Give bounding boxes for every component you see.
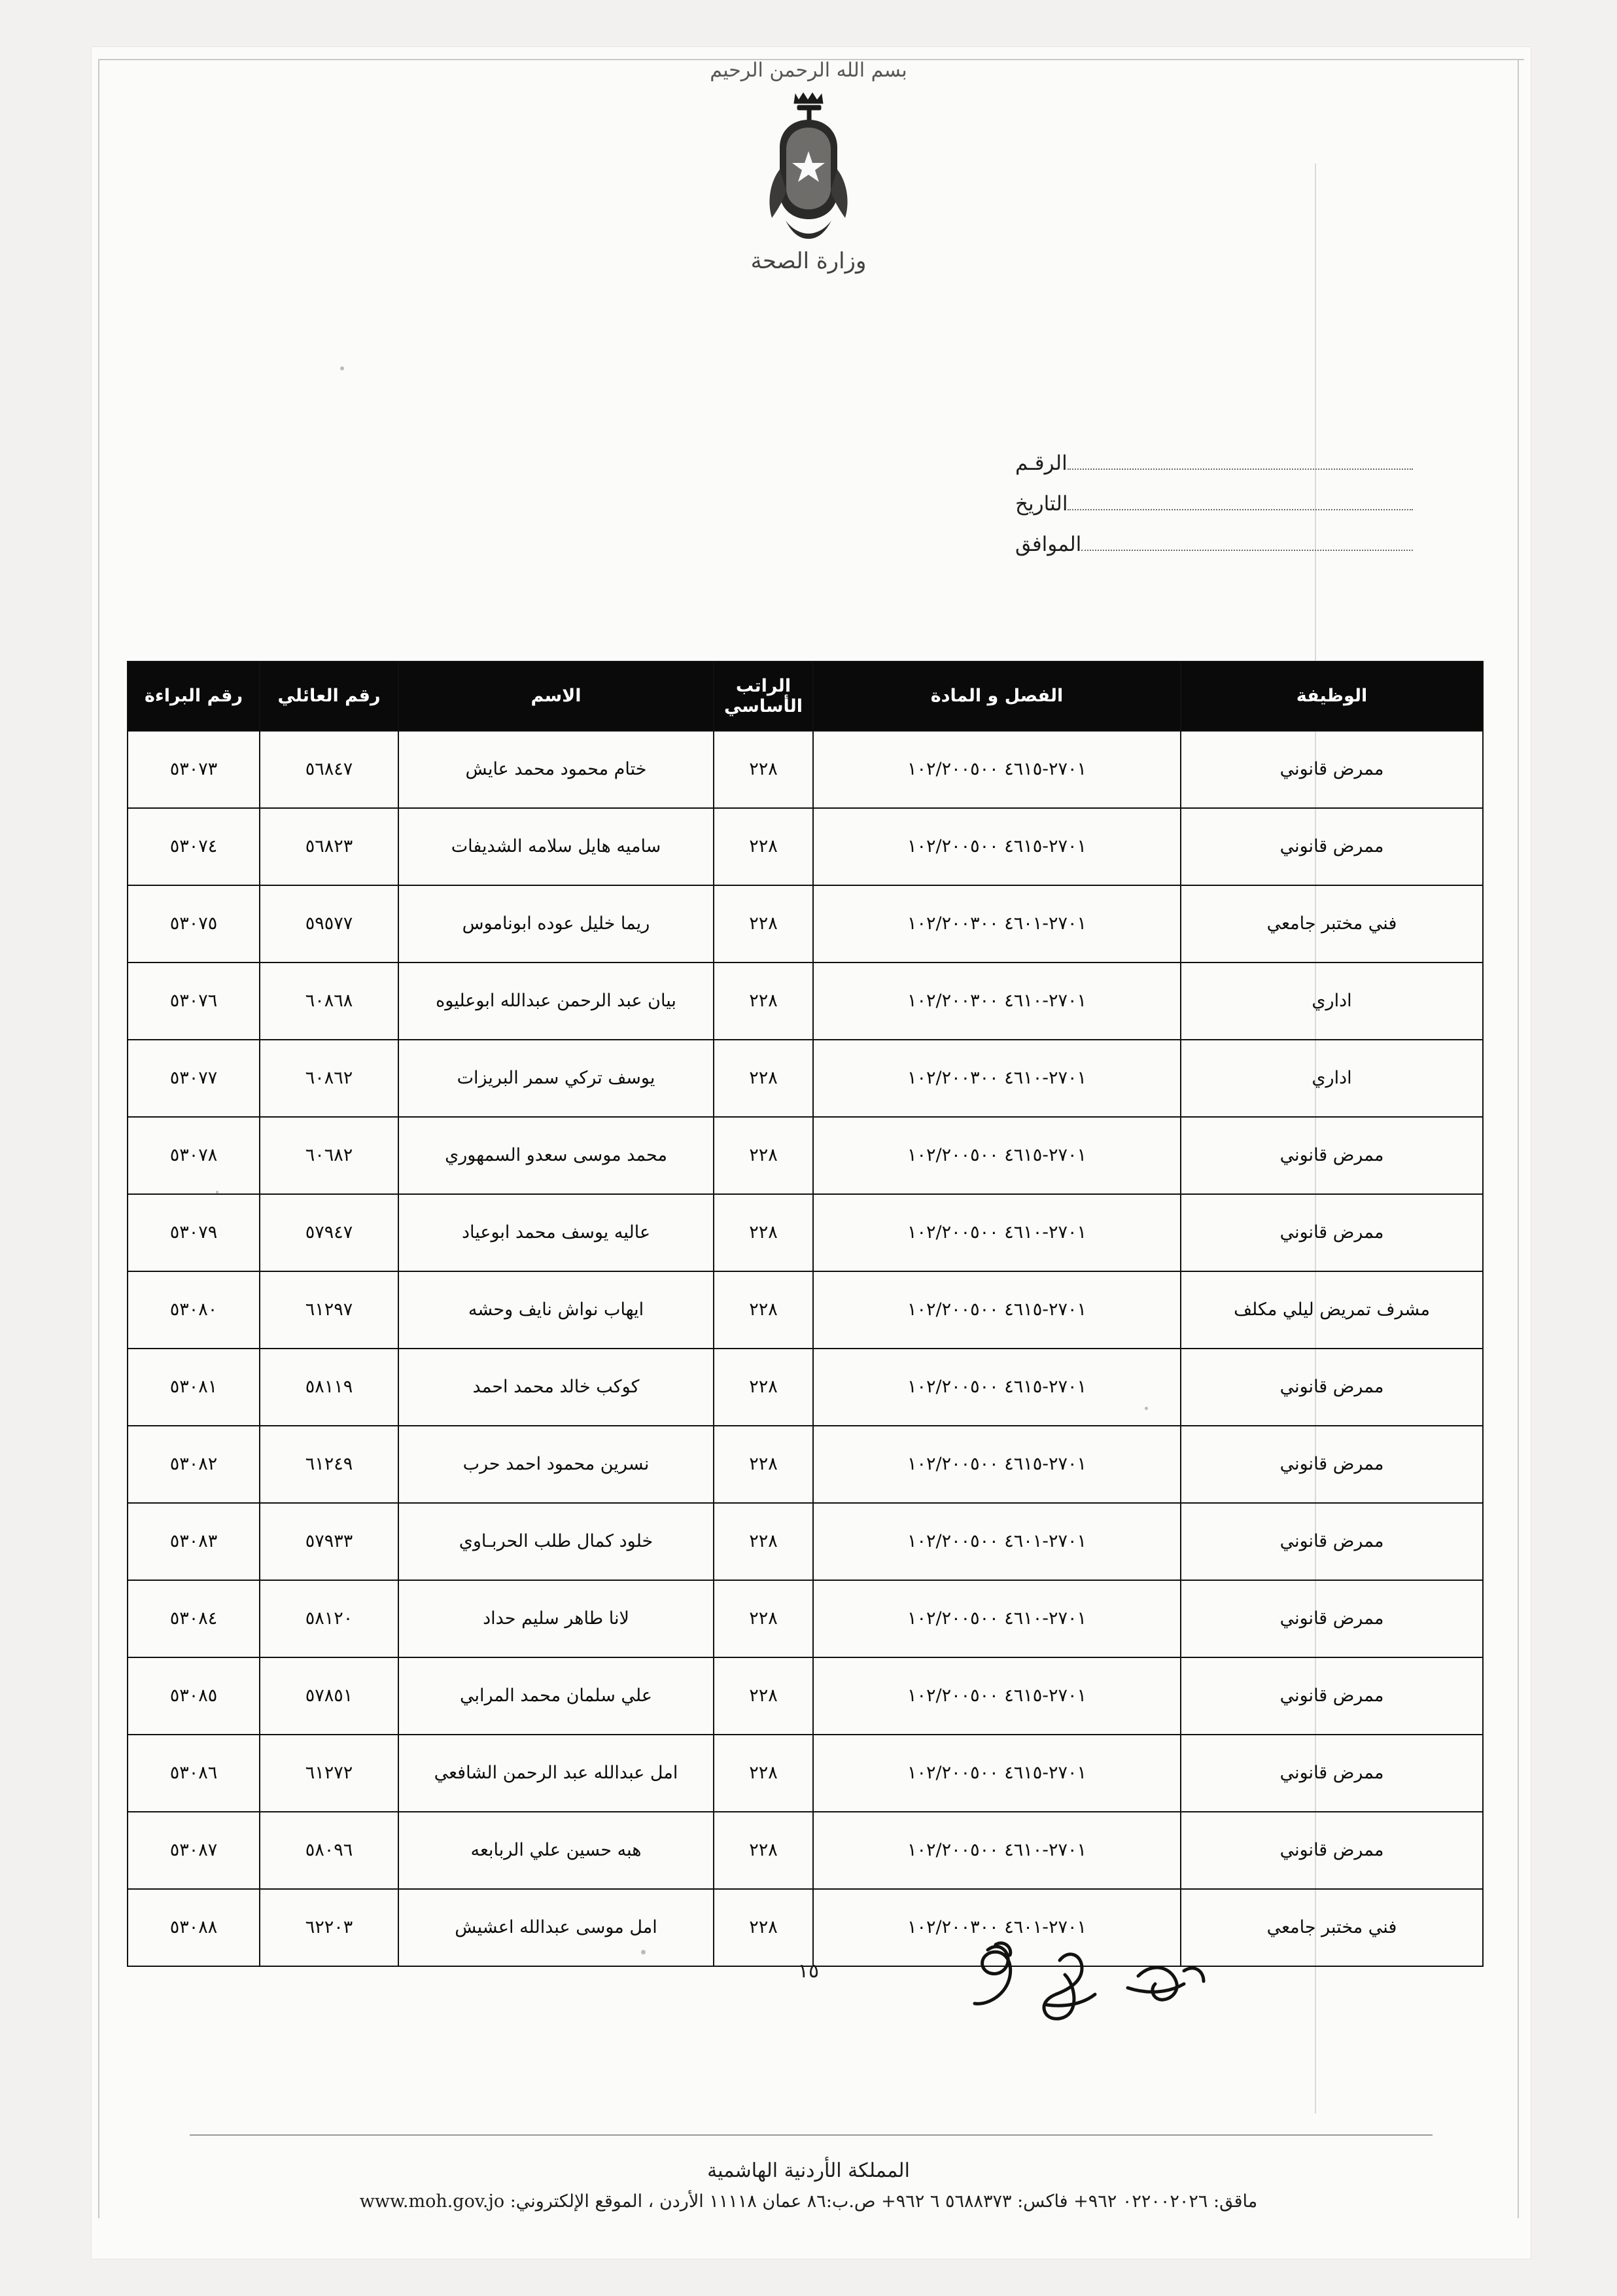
cell-name: بيان عبد الرحمن عبدالله ابوعليوه bbox=[398, 963, 714, 1040]
cell-job: مشرف تمريض ليلي مكلف bbox=[1181, 1271, 1483, 1349]
ministry-name: وزارة الصحة bbox=[750, 248, 867, 274]
cell-salary: ٢٢٨ bbox=[714, 1349, 813, 1426]
cell-barcode: ٥٣٠٨١ bbox=[128, 1349, 260, 1426]
cell-barcode: ٥٣٠٨٥ bbox=[128, 1657, 260, 1735]
table-row bbox=[128, 1349, 1483, 1426]
cell-name: هبه حسين علي الربابعه bbox=[398, 1812, 714, 1889]
cell-chapter: ٢٧٠١-٤٦١٠ ١٠٢/٢٠٠٥٠٠ bbox=[813, 1194, 1181, 1271]
cell-job: ممرض قانوني bbox=[1181, 1657, 1483, 1735]
meta-label-date: التاريخ bbox=[1015, 492, 1068, 516]
cell-name: امل عبدالله عبد الرحمن الشافعي bbox=[398, 1735, 714, 1812]
table-header-row bbox=[128, 662, 1483, 731]
table-row bbox=[128, 1271, 1483, 1349]
cell-chapter: ٢٧٠١-٤٦١٥ ١٠٢/٢٠٠٥٠٠ bbox=[813, 1349, 1181, 1426]
cell-chapter: ٢٧٠١-٤٦١٠ ١٠٢/٢٠٠٣٠٠ bbox=[813, 963, 1181, 1040]
cell-chapter: ٢٧٠١-٤٦١٠ ١٠٢/٢٠٠٥٠٠ bbox=[813, 1812, 1181, 1889]
handwritten-signature bbox=[968, 1937, 1269, 2055]
scan-speck bbox=[1145, 1407, 1148, 1410]
cell-chapter: ٢٧٠١-٤٦٠١ ١٠٢/٢٠٠٣٠٠ bbox=[813, 1889, 1181, 1966]
cell-salary: ٢٢٨ bbox=[714, 1117, 813, 1194]
cell-salary: ٢٢٨ bbox=[714, 1657, 813, 1735]
cell-chapter: ٢٧٠١-٤٦٠١ ١٠٢/٢٠٠٥٠٠ bbox=[813, 1503, 1181, 1580]
cell-salary: ٢٢٨ bbox=[714, 1194, 813, 1271]
cell-salary: ٢٢٨ bbox=[714, 1735, 813, 1812]
table-body bbox=[128, 731, 1483, 1966]
cell-barcode: ٥٣٠٧٣ bbox=[128, 731, 260, 808]
cell-name: ايهاب نواش نايف وحشه bbox=[398, 1271, 714, 1349]
cell-chapter: ٢٧٠١-٤٦١٥ ١٠٢/٢٠٠٥٠٠ bbox=[813, 1735, 1181, 1812]
table-row bbox=[128, 1812, 1483, 1889]
meta-label-number: الرقـم bbox=[1015, 451, 1068, 475]
cell-name: علي سلمان محمد المرابي bbox=[398, 1657, 714, 1735]
page-number: ١٥ bbox=[797, 1960, 820, 1983]
cell-job: اداري bbox=[1181, 963, 1483, 1040]
cell-national: ٦١٢٧٢ bbox=[260, 1735, 398, 1812]
table-row bbox=[128, 1503, 1483, 1580]
cell-job: ممرض قانوني bbox=[1181, 808, 1483, 885]
column-header-national: رقم العائلي bbox=[260, 662, 398, 731]
cell-name: خلود كمال طلب الحربـاوي bbox=[398, 1503, 714, 1580]
cell-job: ممرض قانوني bbox=[1181, 1194, 1483, 1271]
cell-job: ممرض قانوني bbox=[1181, 1426, 1483, 1503]
table-header bbox=[128, 662, 1483, 731]
cell-barcode: ٥٣٠٧٤ bbox=[128, 808, 260, 885]
cell-barcode: ٥٣٠٧٩ bbox=[128, 1194, 260, 1271]
cell-salary: ٢٢٨ bbox=[714, 963, 813, 1040]
cell-job: اداري bbox=[1181, 1040, 1483, 1117]
cell-name: لانا طاهر سليم حداد bbox=[398, 1580, 714, 1657]
table-row bbox=[128, 1580, 1483, 1657]
cell-chapter: ٢٧٠١-٤٦١٥ ١٠٢/٢٠٠٥٠٠ bbox=[813, 1657, 1181, 1735]
scan-edge-right bbox=[1518, 59, 1519, 2218]
basmala-text: بسم الله الرحمن الرحيم bbox=[710, 59, 907, 82]
table-row bbox=[128, 1735, 1483, 1812]
cell-salary: ٢٢٨ bbox=[714, 731, 813, 808]
cell-job: فني مختبر جامعي bbox=[1181, 885, 1483, 963]
cell-national: ٦٠٨٦٢ bbox=[260, 1040, 398, 1117]
cell-name: ريما خليل عوده ابوناموس bbox=[398, 885, 714, 963]
document-header bbox=[0, 59, 1617, 274]
cell-national: ٦١٢٩٧ bbox=[260, 1271, 398, 1349]
cell-barcode: ٥٣٠٧٥ bbox=[128, 885, 260, 963]
column-header-barcode: رقم البراءة bbox=[128, 662, 260, 731]
cell-national: ٦٠٨٦٨ bbox=[260, 963, 398, 1040]
meta-label-corresponding: الموافق bbox=[1015, 533, 1082, 556]
cell-chapter: ٢٧٠١-٤٦١٠ ١٠٢/٢٠٠٥٠٠ bbox=[813, 1580, 1181, 1657]
column-header-chapter: الفصل و المادة bbox=[813, 662, 1181, 731]
cell-name: يوسف تركي سمر البريزات bbox=[398, 1040, 714, 1117]
cell-salary: ٢٢٨ bbox=[714, 1503, 813, 1580]
table-row bbox=[128, 1040, 1483, 1117]
cell-national: ٦٠٦٨٢ bbox=[260, 1117, 398, 1194]
cell-name: عاليه يوسف محمد ابوعياد bbox=[398, 1194, 714, 1271]
table-row bbox=[128, 808, 1483, 885]
cell-chapter: ٢٧٠١-٤٦١٥ ١٠٢/٢٠٠٥٠٠ bbox=[813, 1271, 1181, 1349]
cell-barcode: ٥٣٠٨٢ bbox=[128, 1426, 260, 1503]
cell-national: ٥٩٥٧٧ bbox=[260, 885, 398, 963]
footer-contact-text: ماقق: ٠٢٢٠٠٢٠٢٦ ٩٦٢+ فاكس: ٥٦٨٨٣٧٣ ٦ ٩٦٢+ ص.ب:٨٦ عمان ١١١١٨ الأردن ، الموقع الإلكتروني: www.moh.gov.jo bbox=[359, 2191, 1258, 2212]
cell-barcode: ٥٣٠٨٦ bbox=[128, 1735, 260, 1812]
cell-job: ممرض قانوني bbox=[1181, 1580, 1483, 1657]
cell-national: ٦٢٢٠٣ bbox=[260, 1889, 398, 1966]
cell-salary: ٢٢٨ bbox=[714, 1889, 813, 1966]
table-row bbox=[128, 1117, 1483, 1194]
meta-row-corresponding bbox=[1015, 533, 1421, 556]
cell-national: ٥٧٩٣٣ bbox=[260, 1503, 398, 1580]
cell-national: ٥٨٠٩٦ bbox=[260, 1812, 398, 1889]
cell-barcode: ٥٣٠٨٤ bbox=[128, 1580, 260, 1657]
meta-dotted-line-date[interactable] bbox=[1068, 508, 1413, 510]
meta-dotted-line-corresponding[interactable] bbox=[1081, 549, 1413, 551]
cell-chapter: ٢٧٠١-٤٦٠١ ١٠٢/٢٠٠٣٠٠ bbox=[813, 885, 1181, 963]
cell-national: ٥٦٨٤٧ bbox=[260, 731, 398, 808]
table-row bbox=[128, 1889, 1483, 1966]
cell-barcode: ٥٣٠٨٨ bbox=[128, 1889, 260, 1966]
cell-name: نسرين محمود احمد حرب bbox=[398, 1426, 714, 1503]
cell-salary: ٢٢٨ bbox=[714, 808, 813, 885]
cell-salary: ٢٢٨ bbox=[714, 1426, 813, 1503]
table-row bbox=[128, 1426, 1483, 1503]
scan-speck bbox=[340, 366, 344, 370]
scan-speck bbox=[216, 1191, 218, 1193]
cell-salary: ٢٢٨ bbox=[714, 1580, 813, 1657]
table-row bbox=[128, 963, 1483, 1040]
column-header-salary: الراتب الأساسي bbox=[714, 662, 813, 731]
cell-barcode: ٥٣٠٧٨ bbox=[128, 1117, 260, 1194]
meta-row-date bbox=[1015, 492, 1421, 516]
footer-divider bbox=[190, 2134, 1433, 2136]
cell-chapter: ٢٧٠١-٤٦١٥ ١٠٢/٢٠٠٥٠٠ bbox=[813, 731, 1181, 808]
cell-chapter: ٢٧٠١-٤٦١٥ ١٠٢/٢٠٠٥٠٠ bbox=[813, 1426, 1181, 1503]
cell-barcode: ٥٣٠٧٦ bbox=[128, 963, 260, 1040]
cell-national: ٦١٢٤٩ bbox=[260, 1426, 398, 1503]
cell-job: ممرض قانوني bbox=[1181, 731, 1483, 808]
column-header-job: الوظيفة bbox=[1181, 662, 1483, 731]
cell-job: ممرض قانوني bbox=[1181, 1349, 1483, 1426]
cell-job: ممرض قانوني bbox=[1181, 1117, 1483, 1194]
cell-chapter: ٢٧٠١-٤٦١٥ ١٠٢/٢٠٠٥٠٠ bbox=[813, 1117, 1181, 1194]
cell-national: ٥٧٨٥١ bbox=[260, 1657, 398, 1735]
scan-speck bbox=[641, 1950, 646, 1954]
cell-name: امل موسى عبدالله اعشيش bbox=[398, 1889, 714, 1966]
cell-national: ٥٨١١٩ bbox=[260, 1349, 398, 1426]
cell-name: كوكب خالد محمد احمد bbox=[398, 1349, 714, 1426]
cell-name: ختام محمود محمد عايش bbox=[398, 731, 714, 808]
cell-salary: ٢٢٨ bbox=[714, 885, 813, 963]
document-meta-fields bbox=[1015, 451, 1421, 573]
cell-job: ممرض قانوني bbox=[1181, 1735, 1483, 1812]
cell-barcode: ٥٣٠٨٠ bbox=[128, 1271, 260, 1349]
employees-table-container bbox=[136, 661, 1484, 1967]
cell-job: ممرض قانوني bbox=[1181, 1503, 1483, 1580]
cell-barcode: ٥٣٠٧٧ bbox=[128, 1040, 260, 1117]
cell-job: فني مختبر جامعي bbox=[1181, 1889, 1483, 1966]
table-row bbox=[128, 1657, 1483, 1735]
meta-row-number bbox=[1015, 451, 1421, 475]
cell-barcode: ٥٣٠٨٧ bbox=[128, 1812, 260, 1889]
cell-barcode: ٥٣٠٨٣ bbox=[128, 1503, 260, 1580]
jordan-coat-of-arms-icon bbox=[759, 91, 858, 241]
document-footer bbox=[0, 2159, 1617, 2212]
cell-national: ٥٧٩٤٧ bbox=[260, 1194, 398, 1271]
employees-table bbox=[127, 661, 1484, 1967]
cell-job: ممرض قانوني bbox=[1181, 1812, 1483, 1889]
footer-kingdom-text: المملكة الأردنية الهاشمية bbox=[707, 2159, 910, 2182]
meta-dotted-line-number[interactable] bbox=[1068, 468, 1413, 470]
scan-edge-left bbox=[98, 59, 99, 2218]
cell-salary: ٢٢٨ bbox=[714, 1271, 813, 1349]
cell-national: ٥٦٨٢٣ bbox=[260, 808, 398, 885]
cell-national: ٥٨١٢٠ bbox=[260, 1580, 398, 1657]
cell-name: محمد موسى سعدو السمهوري bbox=[398, 1117, 714, 1194]
cell-salary: ٢٢٨ bbox=[714, 1812, 813, 1889]
cell-chapter: ٢٧٠١-٤٦١٥ ١٠٢/٢٠٠٥٠٠ bbox=[813, 808, 1181, 885]
cell-chapter: ٢٧٠١-٤٦١٠ ١٠٢/٢٠٠٣٠٠ bbox=[813, 1040, 1181, 1117]
table-row bbox=[128, 1194, 1483, 1271]
table-row bbox=[128, 885, 1483, 963]
cell-name: ساميه هايل سلامه الشديفات bbox=[398, 808, 714, 885]
column-header-name: الاسم bbox=[398, 662, 714, 731]
table-row bbox=[128, 731, 1483, 808]
cell-salary: ٢٢٨ bbox=[714, 1040, 813, 1117]
